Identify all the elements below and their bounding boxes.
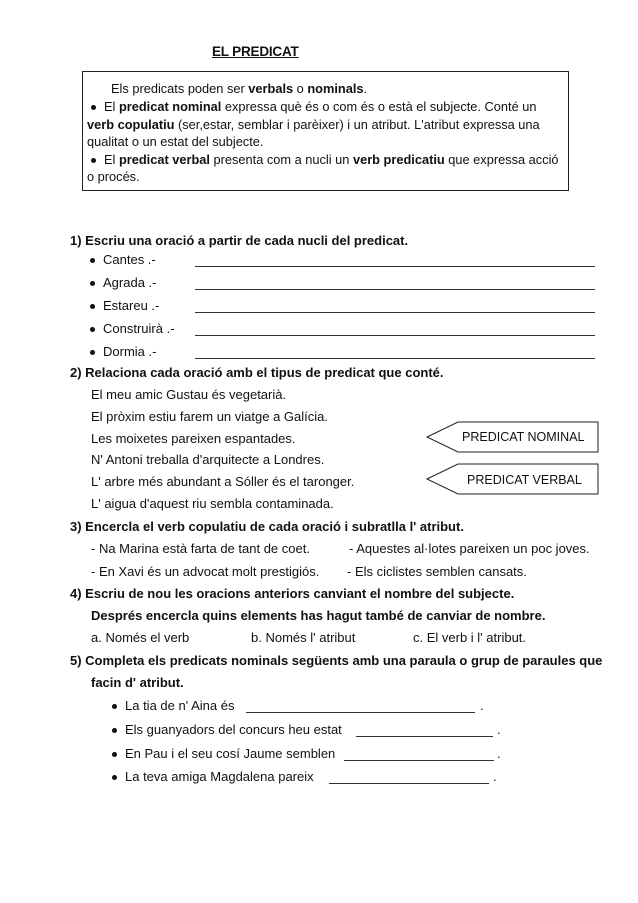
bullet-icon — [91, 158, 96, 163]
bullet-icon — [112, 775, 117, 780]
q4-subheading: Després encercla quins elements has hagut també de canviar de nombre. — [91, 608, 546, 623]
answer-line[interactable] — [246, 712, 475, 713]
answer-line[interactable] — [344, 760, 494, 761]
q5-heading-cont: facin d' atribut. — [91, 675, 184, 690]
list-item: Els guanyadors del concurs heu estat — [112, 722, 342, 737]
theory-line-5: El predicat verbal presenta com a nucli un verb predicatiu que expressa acció — [91, 152, 559, 167]
q2-sentence: El meu amic Gustau és vegetarià. — [91, 387, 287, 402]
q3-sentence: - Els ciclistes semblen cansats. — [347, 564, 527, 579]
theory-line-4: qualitat o un estat del subjecte. — [87, 134, 264, 149]
q2-sentence: L' arbre més abundant a Sóller és el taronger. — [91, 474, 355, 489]
q4-option-a[interactable]: a. Només el verb — [91, 630, 190, 645]
bullet-icon — [90, 304, 95, 309]
predicat-nominal-label: PREDICAT NOMINAL — [462, 430, 585, 444]
answer-line[interactable] — [195, 266, 595, 267]
bullet-icon — [112, 728, 117, 733]
theory-line-2: El predicat nominal expressa què és o com és o està el subjecte. Conté un — [91, 99, 536, 114]
q4-option-b[interactable]: b. Només l' atribut — [251, 630, 356, 645]
bullet-icon — [91, 105, 96, 110]
answer-line[interactable] — [195, 289, 595, 290]
list-item: La tia de n' Aina és — [112, 698, 234, 713]
bullet-icon — [90, 258, 95, 263]
q1-heading: 1) Escriu una oració a partir de cada nucli del predicat. — [70, 233, 409, 248]
sentence-end: . — [497, 722, 501, 737]
bullet-icon — [112, 752, 117, 757]
answer-line[interactable] — [195, 335, 595, 336]
q2-sentence: Les moixetes pareixen espantades. — [91, 431, 296, 446]
q3-sentence: - En Xavi és un advocat molt prestigiós. — [91, 564, 320, 579]
list-item: Estareu .- — [90, 298, 159, 313]
theory-box — [82, 71, 569, 191]
q3-sentence: - Na Marina està farta de tant de coet. — [91, 541, 310, 556]
q2-sentence: El pròxim estiu farem un viatge a Galícia. — [91, 409, 328, 424]
answer-line[interactable] — [195, 358, 595, 359]
q3-heading: 3) Encercla el verb copulatiu de cada oració i subratlla l' atribut. — [70, 519, 464, 534]
q4-heading: 4) Escriu de nou les oracions anteriors canviant el nombre del subjecte. — [70, 586, 515, 601]
theory-line-6: o procés. — [87, 169, 140, 184]
q2-sentence: N' Antoni treballa d'arquitecte a Londres. — [91, 452, 325, 467]
answer-line[interactable] — [195, 312, 595, 313]
page-title: EL PREDICAT — [212, 44, 299, 59]
theory-line-3: verb copulatiu (ser,estar, semblar i parèixer) i un atribut. L'atribut expressa una — [87, 117, 540, 132]
bullet-icon — [90, 281, 95, 286]
list-item: En Pau i el seu cosí Jaume semblen — [112, 746, 335, 761]
sentence-end: . — [480, 698, 484, 713]
list-item: Agrada .- — [90, 275, 156, 290]
answer-line[interactable] — [329, 783, 489, 784]
q4-option-c[interactable]: c. El verb i l' atribut. — [413, 630, 527, 645]
predicat-verbal-label: PREDICAT VERBAL — [467, 473, 582, 487]
list-item: La teva amiga Magdalena pareix — [112, 769, 314, 784]
q5-heading: 5) Completa els predicats nominals següents amb una paraula o grup de paraules que — [70, 653, 603, 668]
list-item: Cantes .- — [90, 252, 156, 267]
bullet-icon — [112, 704, 117, 709]
list-item: Dormia .- — [90, 344, 156, 359]
q2-heading: 2) Relaciona cada oració amb el tipus de predicat que conté. — [70, 365, 444, 380]
list-item: Construirà .- — [90, 321, 175, 336]
sentence-end: . — [493, 769, 497, 784]
sentence-end: . — [497, 746, 501, 761]
bullet-icon — [90, 327, 95, 332]
q3-sentence: - Aquestes al·lotes pareixen un poc joves. — [349, 541, 590, 556]
q2-sentence: L' aigua d'aquest riu sembla contaminada. — [91, 496, 334, 511]
bullet-icon — [90, 350, 95, 355]
theory-line-1: Els predicats poden ser verbals o nominals. — [111, 81, 368, 96]
answer-line[interactable] — [356, 736, 493, 737]
